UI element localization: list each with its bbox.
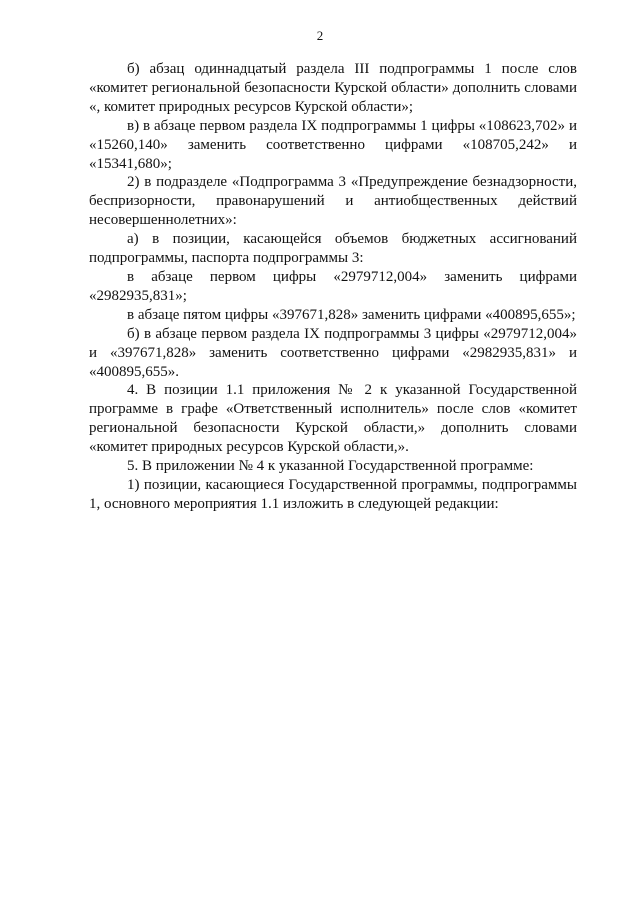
paragraph-2-podrazdel-podprogramma-3: 2) в подразделе «Подпрограмма 3 «Предупреждение безнадзорности, беспризорности, правонарушений и антиобщественных действий несовершеннолетних»:: [89, 174, 577, 229]
paragraph-1-pozicii-gosprogrammy: 1) позиции, касающиеся Государственной программы, подпрограммы 1, основного мероприятия 1.1 изложить в следующей редакции:: [89, 476, 577, 512]
page-number: 2: [316, 28, 324, 43]
paragraph-b-razdel-ix-podprogramma-3: б) в абзаце первом раздела IX подпрограммы 3 цифры «2979712,004» и «397671,828» заменить соответственно цифрами «2982935,831» и «400895,655».: [89, 325, 577, 380]
paragraph-b-abzac-odinnadcatyj: б) абзац одиннадцатый раздела III подпрограммы 1 после слов «комитет региональной безопасности Курской области» дополнить словами «, комитет природных ресурсов Курской области»;: [89, 61, 577, 115]
paragraph-abzac-pyatyj-cifry: в абзаце пятом цифры «397671,828» заменить цифрами «400895,655»;: [127, 306, 576, 323]
paragraph-4-poziciya-1-1-prilozhenie-2: 4. В позиции 1.1 приложения № 2 к указанной Государственной программе в графе «Ответственный исполнитель» после слов «комитет региональной безопасности Курской области,» дополнить словами «комитет природных ресурсов Курской области,».: [89, 382, 577, 456]
paragraph-abzac-pervyj-cifry: в абзаце первом цифры «2979712,004» заменить цифрами «2982935,831»;: [89, 268, 577, 304]
paragraph-5-prilozhenie-4: 5. В приложении № 4 к указанной Государственной программе:: [127, 458, 534, 475]
paragraph-a-poziciya-obemov: а) в позиции, касающейся объемов бюджетных ассигнований подпрограммы, паспорта подпрограммы 3:: [89, 231, 577, 267]
paragraph-v-abzac-pervyj-razdel-ix: в) в абзаце первом раздела IX подпрограммы 1 цифры «108623,702» и «15260,140» заменить соответственно цифрами «108705,242» и «15341,680»;: [89, 117, 577, 172]
document-body: [89, 60, 577, 514]
